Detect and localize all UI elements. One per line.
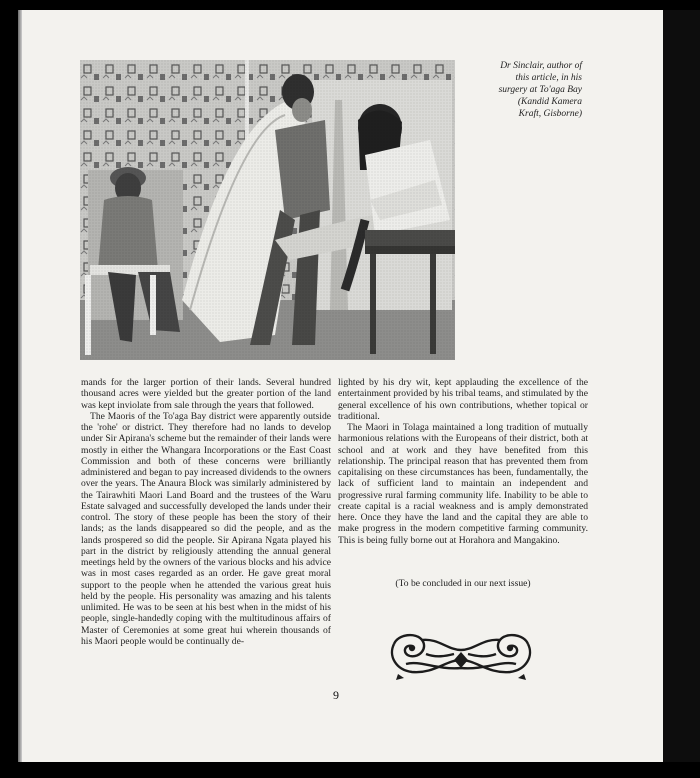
- article-column-right: [338, 377, 588, 546]
- paragraph: mands for the larger portion of their lands. Several hundred thousand acres were yielded but the greater portion of the land was kept inviolate from sale through the years that followed.: [81, 377, 331, 411]
- photo-caption: [462, 60, 582, 120]
- caption-line: Kraft, Gisborne): [518, 109, 582, 119]
- caption-line: surgery at To'aga Bay: [498, 85, 582, 95]
- paragraph: The Maori in Tolaga maintained a long tradition of mutually harmonious relations with the Europeans of their district, both at school and at work and they have benefited from this relationship. The principal reason that has prevented them from capitalising on these circumstances has been, fundamentally, the lack of sufficient land to maintain an independent and progressive rural farming community life. Inability to be able to create capital is a racial weakness and is amply demonstrated here. Once they have the land and the capital they are able to make progress in the modern competitive farming community. This is being fully borne out at Horahora and Mangakino.: [338, 422, 588, 546]
- caption-line: this article, in his: [515, 73, 582, 83]
- scan-border: [663, 10, 700, 762]
- paragraph: lighted by his dry wit, kept applauding the excellence of the entertainment provided by his tribal teams, and stimulated by the general excellence of his own contributions, whether topical or traditional.: [338, 377, 588, 422]
- caption-line: (Kandid Kamera: [517, 97, 582, 107]
- maori-carving-ornament-icon: [386, 630, 536, 687]
- page-fold-shadow: [18, 10, 22, 762]
- continued-note: (To be concluded in our next issue): [395, 578, 531, 589]
- page-number: 9: [333, 688, 339, 702]
- paragraph: The Maoris of the To'aga Bay district were apparently outside the 'rohe' or district. They therefore had no lands to develop under Sir Apirana's scheme but the remainder of their lands were mostly in either the Whangara Incorporations or the East Coast Commission and both of these concerns were brilliantly administered and began to pay increased dividends to the owners over the years. The Anaura Block was similarly administered by the Tairawhiti Maori Land Board and the trustees of the Waru Estate salvaged and successfully developed the lands under their control. The story of these people has been the story of their lands; as the lands disappeared so did the people, and as the lands prospered so did the people. Sir Apirana Ngata played his part in the district by religiously attending the annual general meetings held by the owners of the various blocks and his advice was in most cases regarded as an order. He gave great moral support to the people when he attended the various great huis held by the people. His personality was amazing and his talents unlimited. He was to be seen at his best when in the midst of his people, single-handedly coping with the multitudinous affairs of Master of Ceremonies at some great hui wherein thousands of his Maori people would be continually de-: [81, 410, 331, 647]
- caption-line: Dr Sinclair, author of: [500, 61, 582, 71]
- surgery-photo: [80, 60, 455, 360]
- article-column-left: [81, 377, 331, 647]
